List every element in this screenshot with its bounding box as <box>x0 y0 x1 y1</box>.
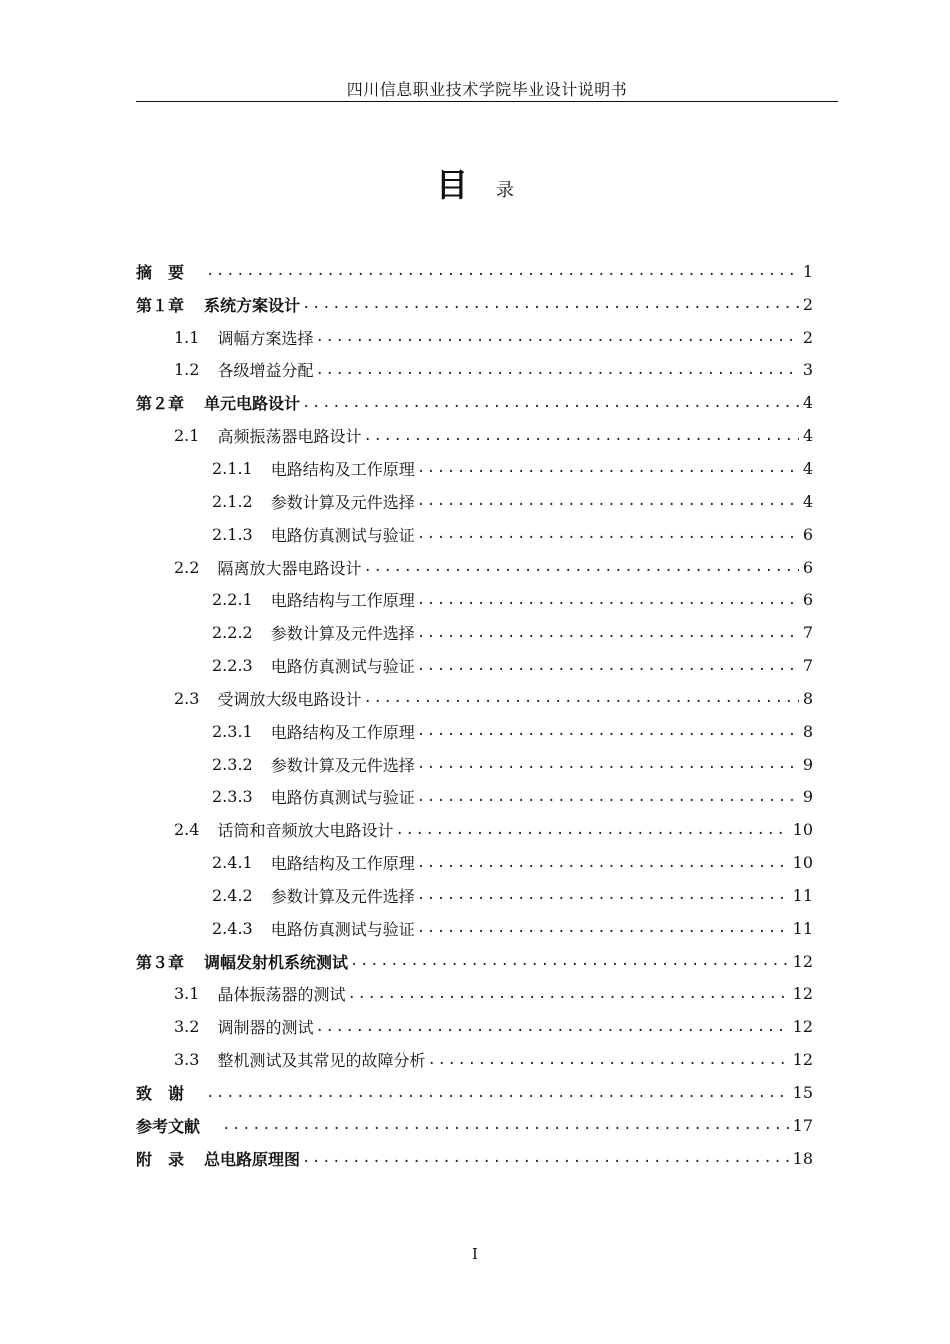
toc-entry-page: 15 <box>792 1083 813 1103</box>
toc-entry[interactable] <box>136 649 813 682</box>
running-header: 四川信息职业技术学院毕业设计说明书 <box>346 80 628 99</box>
toc-entry-page: 10 <box>792 820 813 840</box>
toc-entry-number: 2.1 <box>174 426 200 446</box>
toc-dot-leader <box>206 263 799 279</box>
toc-entry[interactable] <box>136 321 813 354</box>
toc-dot-leader <box>427 1052 788 1068</box>
toc-entry-title: 参数计算及元件选择 <box>270 755 415 775</box>
toc-entry-page: 17 <box>792 1115 813 1135</box>
toc-entry-title: 晶体振荡器的测试 <box>217 985 346 1005</box>
toc-entry-title: 单元电路设计 <box>204 394 301 414</box>
toc-entry[interactable] <box>136 781 813 814</box>
toc-dot-leader <box>350 953 789 969</box>
toc-dot-leader <box>417 658 799 674</box>
toc-entry-page: 8 <box>802 688 813 708</box>
toc-entry[interactable] <box>136 1109 813 1142</box>
toc-entry-page: 7 <box>802 656 813 676</box>
toc-entry-number: 2.2.3 <box>212 656 253 676</box>
toc-entry[interactable] <box>136 682 813 715</box>
toc-entry-page: 11 <box>792 885 813 905</box>
toc-entry-title: 调幅发射机系统测试 <box>204 952 349 972</box>
toc-entry-title: 电路仿真测试与验证 <box>270 525 415 545</box>
toc-entry-number: 2.1.1 <box>212 458 253 478</box>
toc-entry-page: 10 <box>792 853 813 873</box>
toc-entry[interactable] <box>136 1043 813 1076</box>
toc-entry[interactable] <box>136 485 813 518</box>
toc-entry-number: 2.4.2 <box>212 885 253 905</box>
toc-dot-leader <box>347 986 788 1002</box>
toc-entry-title: 话筒和音频放大电路设计 <box>217 821 394 841</box>
toc-entry-number: 第１章 <box>136 295 185 315</box>
toc-entry[interactable] <box>136 551 813 584</box>
toc-entry[interactable] <box>136 386 813 419</box>
toc-entry-page: 4 <box>802 426 813 446</box>
toc-entry-number: 2.1.2 <box>212 491 253 511</box>
page-number: I <box>472 1245 478 1263</box>
toc-entry-number: 第２章 <box>136 394 185 414</box>
toc-dot-leader <box>417 723 799 739</box>
toc-entry-title: 电路结构及工作原理 <box>270 722 415 742</box>
toc-dot-leader <box>302 296 799 312</box>
toc-entry[interactable] <box>136 846 813 879</box>
toc-entry[interactable] <box>136 616 813 649</box>
toc-entry-number: 3.3 <box>174 1050 200 1070</box>
toc-entry[interactable] <box>136 419 813 452</box>
toc-entry-title: 受调放大级电路设计 <box>217 689 362 709</box>
toc-entry-page: 12 <box>792 951 813 971</box>
toc-entry-page: 4 <box>802 393 813 413</box>
toc-entry-page: 18 <box>792 1148 813 1168</box>
toc-entry-title: 电路结构及工作原理 <box>270 854 415 874</box>
toc-entry-title: 电路仿真测试与验证 <box>270 919 415 939</box>
toc-entry-number: 2.2 <box>174 557 200 577</box>
toc-entry-page: 7 <box>802 623 813 643</box>
toc-dot-leader <box>315 329 798 345</box>
toc-entry-page: 9 <box>802 754 813 774</box>
toc-entry[interactable] <box>136 748 813 781</box>
toc-entry-page: 3 <box>802 360 813 380</box>
toc-dot-leader <box>417 460 799 476</box>
toc-entry-title: 整机测试及其常见的故障分析 <box>217 1051 426 1071</box>
toc-entry-title: 系统方案设计 <box>204 295 301 315</box>
toc-entry-number: 2.3 <box>174 688 200 708</box>
toc-entry-page: 11 <box>792 918 813 938</box>
toc-entry[interactable] <box>136 813 813 846</box>
toc-entry[interactable] <box>136 583 813 616</box>
toc-entry-number: 致 谢 <box>136 1084 185 1104</box>
toc-entry[interactable] <box>136 1076 813 1109</box>
toc-entry-page: 1 <box>802 261 813 281</box>
toc-entry-number: 参考文献 <box>136 1116 201 1136</box>
toc-dot-leader <box>302 1150 789 1166</box>
toc-dot-leader <box>417 526 799 542</box>
toc-entry-number: 2.3.3 <box>212 787 253 807</box>
toc-dot-leader <box>363 559 798 575</box>
toc-dot-leader <box>222 1117 789 1133</box>
toc-dot-leader <box>302 395 799 411</box>
toc-dot-leader <box>315 362 798 378</box>
toc-entry-number: 第３章 <box>136 952 185 972</box>
toc-entry-number: 2.4 <box>174 820 200 840</box>
toc-entry-page: 6 <box>802 557 813 577</box>
toc-entry-page: 12 <box>792 984 813 1004</box>
toc-title-sub: 录 <box>496 180 514 201</box>
toc-entry-number: 3.1 <box>174 984 200 1004</box>
toc-title <box>0 160 950 206</box>
toc-dot-leader <box>206 1085 789 1101</box>
toc-entry-page: 9 <box>802 787 813 807</box>
toc-dot-leader <box>417 855 789 871</box>
toc-dot-leader <box>395 822 788 838</box>
toc-entry-title: 高频振荡器电路设计 <box>217 427 362 447</box>
toc-entry-number: 2.3.2 <box>212 754 253 774</box>
toc-entry-title: 电路结构与工作原理 <box>270 591 415 611</box>
toc-dot-leader <box>417 756 799 772</box>
toc-entry[interactable] <box>136 255 813 288</box>
toc-dot-leader <box>417 920 789 936</box>
toc-entry-title: 调制器的测试 <box>217 1018 314 1038</box>
toc-entry[interactable] <box>136 452 813 485</box>
toc-entry-title: 各级增益分配 <box>217 361 314 381</box>
toc-title-main: 目 <box>435 166 468 204</box>
toc-entry-page: 12 <box>792 1050 813 1070</box>
toc-entry[interactable] <box>136 1142 813 1175</box>
toc-dot-leader <box>417 625 799 641</box>
toc-entry-title: 总电路原理图 <box>204 1149 301 1169</box>
toc-entry-number: 2.4.1 <box>212 853 253 873</box>
table-of-contents <box>136 255 813 1175</box>
toc-entry-number: 附 录 <box>136 1149 185 1169</box>
toc-entry-number: 2.4.3 <box>212 918 253 938</box>
toc-entry[interactable] <box>136 715 813 748</box>
toc-dot-leader <box>417 493 799 509</box>
toc-dot-leader <box>417 592 799 608</box>
toc-entry-number: 2.3.1 <box>212 721 253 741</box>
toc-entry-number: 2.2.2 <box>212 623 253 643</box>
toc-entry-page: 2 <box>802 294 813 314</box>
toc-entry-page: 8 <box>802 721 813 741</box>
toc-entry[interactable] <box>136 288 813 321</box>
toc-entry[interactable] <box>136 912 813 945</box>
toc-entry-title: 调幅方案选择 <box>217 328 314 348</box>
toc-entry-page: 2 <box>802 327 813 347</box>
toc-entry-title: 参数计算及元件选择 <box>270 624 415 644</box>
toc-entry[interactable] <box>136 518 813 551</box>
toc-dot-leader <box>363 428 798 444</box>
toc-entry-page: 6 <box>802 524 813 544</box>
toc-entry-page: 4 <box>802 491 813 511</box>
toc-entry[interactable] <box>136 978 813 1011</box>
toc-entry-number: 3.2 <box>174 1017 200 1037</box>
toc-entry[interactable] <box>136 879 813 912</box>
toc-entry-number: 2.2.1 <box>212 590 253 610</box>
toc-entry-page: 4 <box>802 458 813 478</box>
toc-dot-leader <box>417 789 799 805</box>
toc-entry-page: 12 <box>792 1017 813 1037</box>
toc-dot-leader <box>363 690 798 706</box>
toc-entry-title: 电路仿真测试与验证 <box>270 788 415 808</box>
toc-entry-number: 1.1 <box>174 327 200 347</box>
toc-entry[interactable] <box>136 945 813 978</box>
toc-entry-title: 电路仿真测试与验证 <box>270 657 415 677</box>
toc-entry-page: 6 <box>802 590 813 610</box>
toc-entry-title: 隔离放大器电路设计 <box>217 558 362 578</box>
toc-entry-number: 摘 要 <box>136 262 185 282</box>
toc-entry-title: 参数计算及元件选择 <box>270 492 415 512</box>
toc-entry[interactable] <box>136 1010 813 1043</box>
toc-dot-leader <box>315 1019 788 1035</box>
header-rule <box>136 101 838 102</box>
toc-entry-title: 电路结构及工作原理 <box>270 459 415 479</box>
toc-entry-title: 参数计算及元件选择 <box>270 886 415 906</box>
toc-entry-number: 1.2 <box>174 360 200 380</box>
toc-entry[interactable] <box>136 354 813 387</box>
toc-dot-leader <box>417 887 789 903</box>
toc-entry-number: 2.1.3 <box>212 524 253 544</box>
